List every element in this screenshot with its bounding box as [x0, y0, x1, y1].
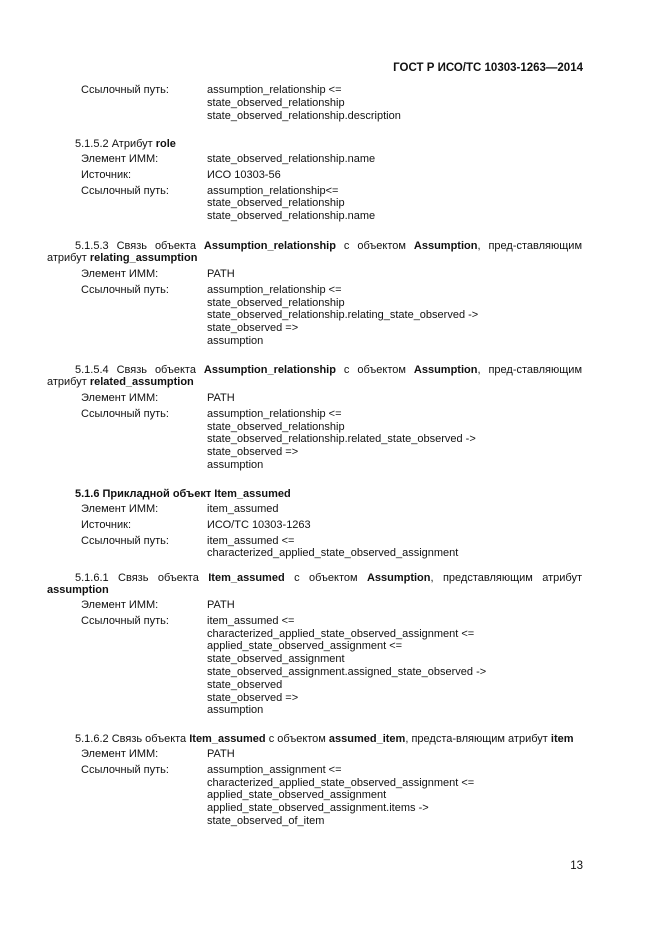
aim-element-label: Элемент ИММ:	[81, 392, 159, 404]
b: Assumption	[413, 240, 478, 252]
b: Item_assumed	[214, 488, 291, 500]
ref-path-line: state_observed_of_item	[207, 814, 325, 827]
aim-element-value: PATH	[207, 392, 235, 404]
ref-path-line: state_observed_assignment	[207, 653, 345, 666]
page-number: 13	[570, 860, 583, 872]
aim-element-label: Элемент ИММ:	[81, 599, 159, 611]
ref-path-label: Ссылочный путь:	[81, 534, 169, 547]
block-5-1-6	[0, 503, 661, 560]
block-5-1-5-4	[0, 392, 661, 471]
ref-path-line: state_observed =>	[207, 446, 299, 459]
ref-path-line: assumption_assignment <=	[207, 763, 342, 776]
block-5-1-6-2	[0, 748, 661, 827]
aim-element-value: PATH	[207, 599, 235, 611]
b: Item_assumed	[208, 572, 285, 584]
ref-path-value	[207, 764, 474, 828]
ref-path-line: state_observed_relationship.name	[207, 210, 376, 223]
section-heading-5-1-5-4	[47, 364, 582, 389]
block-5-1-5-3	[0, 268, 661, 347]
b: Assumption	[366, 572, 431, 584]
b: assumed_item	[328, 733, 406, 745]
ref-path-line: assumption_relationship <=	[207, 84, 342, 96]
aim-element-value: state_observed_relationship.name	[207, 153, 376, 165]
section-heading-5-1-5-3	[47, 240, 582, 265]
ref-path-line: state_observed_relationship.relating_state_observed ->	[207, 309, 479, 322]
t: с объектом	[265, 733, 329, 745]
ref-path-line: characterized_applied_state_observed_assignment <=	[207, 627, 475, 640]
t: с объектом	[284, 572, 367, 584]
t: , пред-ставляющим	[477, 240, 583, 252]
ref-path-value	[207, 615, 486, 717]
b: relating_assumption	[89, 252, 198, 265]
b: related_assumption	[89, 376, 194, 389]
aim-element-label: Элемент ИММ:	[81, 503, 159, 515]
aim-element-value: PATH	[207, 268, 235, 280]
aim-element-label: Элемент ИММ:	[81, 268, 159, 280]
ref-path-line: state_observed_relationship	[207, 420, 345, 433]
ref-path-label: Ссылочный путь:	[81, 84, 169, 96]
b: assumption	[47, 584, 109, 597]
ref-path-line: assumption_relationship <=	[207, 407, 342, 420]
ref-path-line: applied_state_observed_assignment.items ->	[207, 802, 429, 815]
ref-path-label: Ссылочный путь:	[81, 763, 169, 776]
section-heading-5-1-6	[75, 488, 291, 501]
ref-path-line: characterized_applied_state_observed_assignment	[207, 547, 459, 560]
t: с объектом	[335, 240, 414, 252]
t: атрибут	[47, 376, 90, 389]
ref-path-line: state_observed_relationship.description	[207, 109, 401, 122]
ref-path-line: assumption_relationship <=	[207, 283, 342, 296]
block-continuation	[0, 84, 661, 122]
source-value: ИСО 10303-56	[207, 168, 281, 181]
section-heading-5-1-6-1	[47, 572, 582, 597]
b: Item_assumed	[189, 733, 266, 745]
ref-path-line: assumption_relationship<=	[207, 184, 339, 197]
document-header: ГОСТ Р ИСО/ТС 10303-1263—2014	[393, 62, 583, 74]
source-label: Источник:	[81, 518, 132, 531]
section-heading-5-1-6-2	[75, 733, 574, 746]
ref-path-line: assumption	[207, 704, 264, 717]
t: , предста-вляющим атрибут	[405, 733, 551, 745]
ref-path-line: characterized_applied_state_observed_assignment <=	[207, 776, 475, 789]
t: , представляющим атрибут	[430, 572, 582, 584]
aim-element-value: item_assumed	[207, 503, 279, 515]
heading-text: 5.1.5.2 Атрибут	[75, 138, 156, 150]
source-value: ИСО/ТС 10303-1263	[207, 518, 311, 531]
aim-element-value: PATH	[207, 748, 235, 760]
t: атрибут	[47, 252, 90, 265]
t: с объектом	[335, 364, 414, 376]
ref-path-label: Ссылочный путь:	[81, 614, 169, 627]
t: 5.1.6.1 Связь объекта	[75, 572, 209, 584]
t: , пред-ставляющим	[477, 364, 583, 376]
section-heading-5-1-5-2	[75, 138, 176, 151]
t: 5.1.6 Прикладной объект	[75, 488, 215, 500]
ref-path-value	[207, 284, 478, 348]
ref-path-line: state_observed_relationship	[207, 197, 345, 210]
ref-path-line: state_observed_assignment.assigned_state_observed ->	[207, 665, 487, 678]
ref-path-label: Ссылочный путь:	[81, 407, 169, 420]
heading-bold: role	[155, 138, 176, 150]
ref-path-line: assumption	[207, 458, 264, 471]
ref-path-value	[207, 408, 476, 472]
ref-path-line: item_assumed <=	[207, 534, 295, 547]
ref-path-value	[207, 185, 375, 223]
ref-path-line: state_observed =>	[207, 691, 299, 704]
block-5-1-5-2	[0, 153, 661, 223]
ref-path-line: state_observed =>	[207, 322, 299, 335]
ref-path-line: assumption	[207, 334, 264, 347]
block-5-1-6-1	[0, 599, 661, 717]
source-label: Источник:	[81, 168, 132, 181]
ref-path-value	[207, 535, 458, 561]
aim-element-label: Элемент ИММ:	[81, 153, 159, 165]
ref-path-line: item_assumed <=	[207, 614, 295, 627]
ref-path-line: state_observed	[207, 678, 283, 691]
ref-path-line: state_observed_relationship.related_state_observed ->	[207, 433, 476, 446]
b: Assumption_relationship	[203, 364, 336, 376]
b: item	[550, 733, 574, 745]
ref-path-label: Ссылочный путь:	[81, 184, 169, 197]
ref-path-line: applied_state_observed_assignment <=	[207, 640, 403, 653]
ref-path-value	[207, 84, 401, 122]
t: 5.1.6.2 Связь объекта	[75, 733, 190, 745]
ref-path-line: applied_state_observed_assignment	[207, 789, 387, 802]
ref-path-label: Ссылочный путь:	[81, 283, 169, 296]
b: Assumption_relationship	[203, 240, 336, 252]
aim-element-label: Элемент ИММ:	[81, 748, 159, 760]
t: 5.1.5.4 Связь объекта	[75, 364, 204, 376]
t: 5.1.5.3 Связь объекта	[75, 240, 204, 252]
ref-path-line: state_observed_relationship	[207, 96, 345, 109]
b: Assumption	[413, 364, 478, 376]
ref-path-line: state_observed_relationship	[207, 296, 345, 309]
